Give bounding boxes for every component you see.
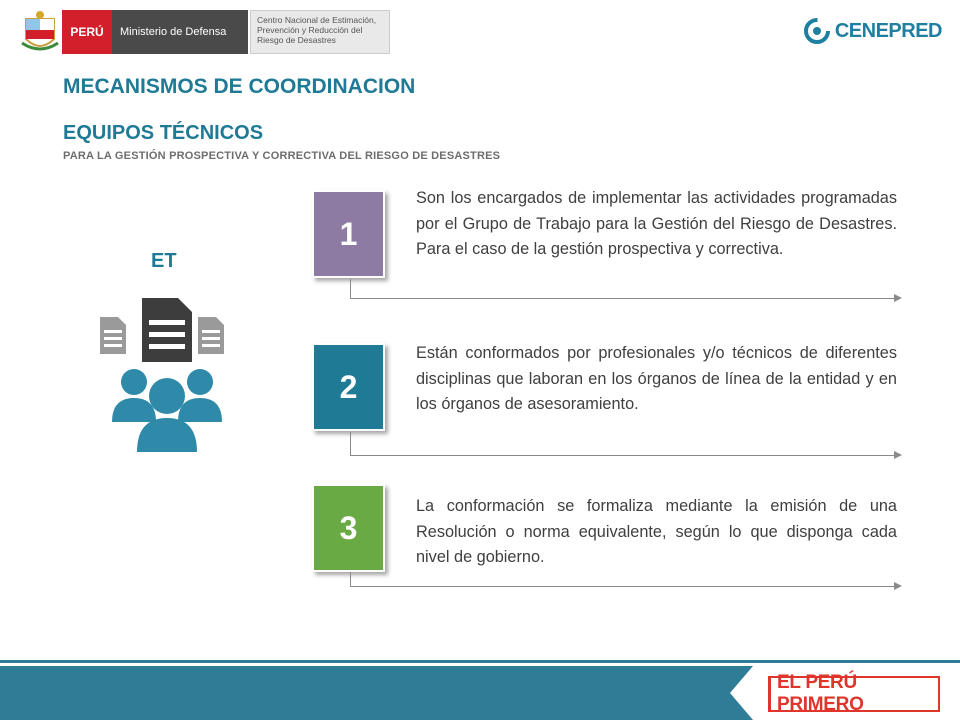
center-name-line-3: Riesgo de Desastres bbox=[257, 35, 336, 45]
item-3-number: 3 bbox=[312, 484, 385, 572]
item-3-arrow-icon bbox=[894, 582, 902, 590]
cenepred-logo-icon bbox=[803, 17, 831, 45]
coat-of-arms-icon bbox=[20, 9, 60, 55]
item-2-number: 2 bbox=[312, 343, 385, 431]
item-3-text: La conformación se formaliza mediante la emisión de una Resolución o norma equivalente, según lo que disponga cada nivel de gobierno. bbox=[416, 497, 897, 566]
peru-badge: PERÚ bbox=[62, 10, 112, 54]
item-3-connector bbox=[350, 572, 899, 587]
page-title: MECANISMOS DE COORDINACION bbox=[63, 75, 416, 98]
item-2-arrow-icon bbox=[894, 451, 902, 459]
header bbox=[0, 0, 960, 66]
et-label: ET bbox=[151, 250, 177, 272]
ministry-label: Ministerio de Defensa bbox=[112, 10, 248, 54]
el-peru-primero-logo: EL PERÚ PRIMERO bbox=[768, 676, 940, 712]
footer-line bbox=[0, 660, 960, 663]
cenepred-logo-text: CENEPRED bbox=[834, 19, 942, 42]
page-subtitle: EQUIPOS TÉCNICOS bbox=[63, 122, 264, 144]
item-1-arrow-icon bbox=[894, 294, 902, 302]
page-subsubtitle: PARA LA GESTIÓN PROSPECTIVA Y CORRECTIVA DEL RIESGO DE DESASTRES bbox=[63, 150, 501, 162]
item-1-connector bbox=[350, 279, 899, 299]
cenepred-logo bbox=[803, 17, 942, 45]
item-1-text: Son los encargados de implementar las actividades programadas por el Grupo de Trabajo para la Gestión del Riesgo de Desastres. Para el caso de la gestión prospectiva y correctiva. bbox=[416, 189, 897, 258]
center-name-line-1: Centro Nacional de Estimación, bbox=[257, 15, 377, 25]
team-documents-icon bbox=[92, 292, 242, 452]
center-name bbox=[250, 10, 390, 54]
center-name-line-2: Prevención y Reducción del bbox=[257, 25, 363, 35]
item-2-connector bbox=[350, 432, 899, 456]
item-1-number: 1 bbox=[312, 190, 385, 278]
item-2-text: Están conformados por profesionales y/o técnicos de diferentes disciplinas que laboran en los órganos de línea de la entidad y en los órganos de asesoramiento. bbox=[416, 344, 897, 413]
